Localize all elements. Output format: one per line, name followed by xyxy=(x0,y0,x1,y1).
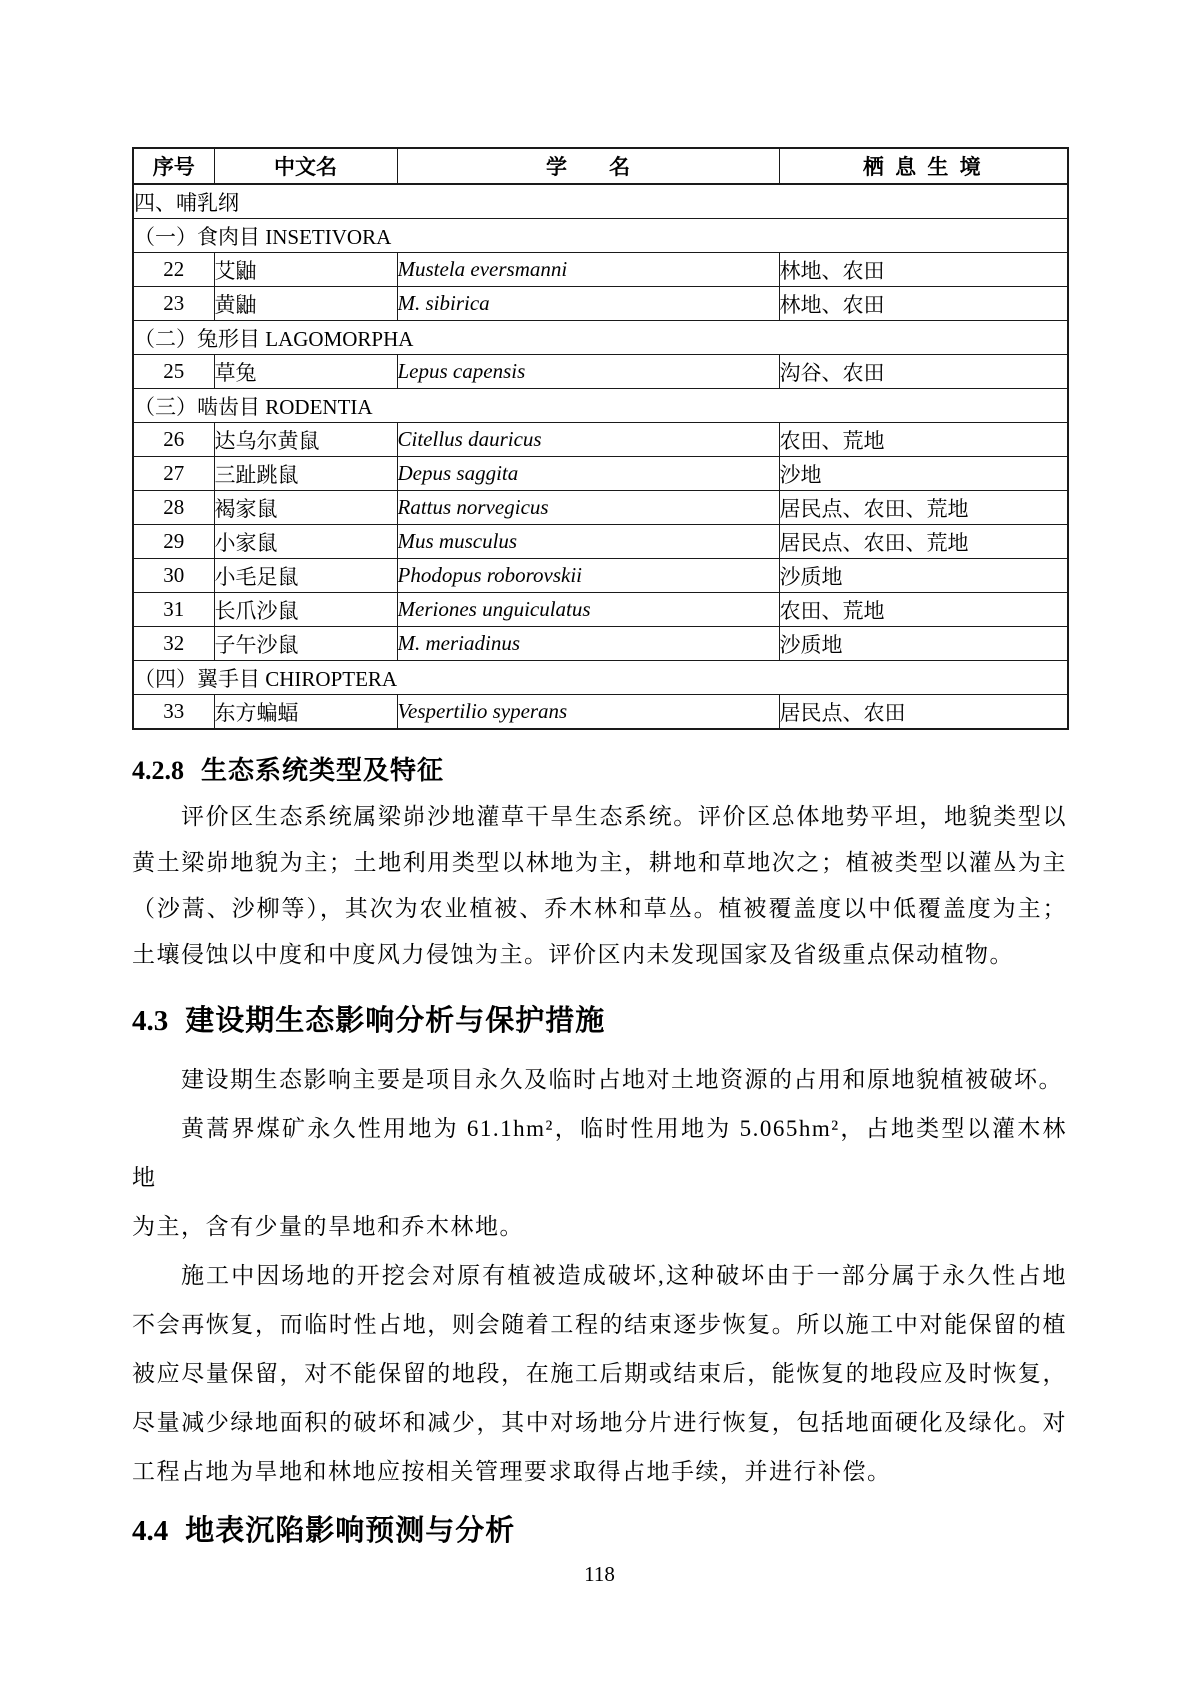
cell-habitat: 沟谷、农田 xyxy=(779,355,1068,389)
section-heading-4-2-8 xyxy=(132,752,1067,789)
table-row xyxy=(133,457,1068,491)
cell-no: 33 xyxy=(133,695,214,730)
cell-habitat: 农田、荒地 xyxy=(779,423,1068,457)
cell-name-cn: 小毛足鼠 xyxy=(214,559,397,593)
cell-name-latin: Depus saggita xyxy=(397,457,779,491)
cell-name-cn: 褐家鼠 xyxy=(214,491,397,525)
paragraph-line: 被应尽量保留，对不能保留的地段，在施工后期或结束后，能恢复的地段应及时恢复， xyxy=(132,1361,1067,1386)
group-label: （四）翼手目 CHIROPTERA xyxy=(133,661,1068,695)
cell-no: 25 xyxy=(133,355,214,389)
section-title: 生态系统类型及特征 xyxy=(201,755,445,785)
table-header-row xyxy=(133,148,1068,184)
cell-habitat: 农田、荒地 xyxy=(779,593,1068,627)
section-number: 4.3 xyxy=(132,1005,169,1037)
table-row xyxy=(133,627,1068,661)
group-label: （一）食肉目 INSETIVORA xyxy=(133,219,1068,253)
cell-name-latin: Rattus norvegicus xyxy=(397,491,779,525)
paragraph-vegetation-recovery xyxy=(132,1251,1067,1496)
cell-no: 31 xyxy=(133,593,214,627)
section-number: 4.2.8 xyxy=(132,756,184,785)
table-row xyxy=(133,695,1068,730)
cell-habitat: 林地、农田 xyxy=(779,287,1068,321)
cell-no: 26 xyxy=(133,423,214,457)
table-row xyxy=(133,559,1068,593)
cell-habitat: 居民点、农田、荒地 xyxy=(779,525,1068,559)
column-header-chinese-name: 中文名 xyxy=(214,148,397,184)
table-group-row xyxy=(133,389,1068,423)
cell-name-latin: Lepus capensis xyxy=(397,355,779,389)
page-number: 118 xyxy=(584,1562,615,1586)
paragraph-line: 土壤侵蚀以中度和中度风力侵蚀为主。评价区内未发现国家及省级重点保动植物。 xyxy=(132,942,1014,967)
cell-name-cn: 黄鼬 xyxy=(214,287,397,321)
paragraph-line: 建设期生态影响主要是项目永久及临时占地对土地资源的占用和原地貌植被破坏。 xyxy=(181,1067,1063,1092)
cell-name-latin: Phodopus roborovskii xyxy=(397,559,779,593)
cell-name-cn: 小家鼠 xyxy=(214,525,397,559)
paragraph-ecosystem xyxy=(132,794,1067,978)
cell-name-latin: Meriones unguiculatus xyxy=(397,593,779,627)
table-row xyxy=(133,525,1068,559)
cell-no: 27 xyxy=(133,457,214,491)
cell-name-latin: M. sibirica xyxy=(397,287,779,321)
cell-no: 32 xyxy=(133,627,214,661)
group-label: （二）兔形目 LAGOMORPHA xyxy=(133,321,1068,355)
group-label: （三）啮齿目 RODENTIA xyxy=(133,389,1068,423)
paragraph-line: 尽量减少绿地面积的破坏和减少，其中对场地分片进行恢复，包括地面硬化及绿化。对 xyxy=(132,1410,1067,1435)
cell-no: 22 xyxy=(133,253,214,287)
paragraph-line: 为主，含有少量的旱地和乔木林地。 xyxy=(132,1214,524,1239)
table-group-row xyxy=(133,184,1068,219)
cell-name-cn: 子午沙鼠 xyxy=(214,627,397,661)
species-table xyxy=(132,147,1069,730)
species-table-body xyxy=(133,184,1068,729)
cell-habitat: 林地、农田 xyxy=(779,253,1068,287)
column-header-scientific-name: 学 名 xyxy=(397,148,779,184)
table-group-row xyxy=(133,321,1068,355)
table-row xyxy=(133,491,1068,525)
page-content xyxy=(132,147,1067,1551)
paragraph-line: 评价区生态系统属梁峁沙地灌草干旱生态系统。评价区总体地势平坦，地貌类型以 xyxy=(181,804,1067,829)
section-heading-4-4 xyxy=(132,1511,1067,1551)
section-title: 建设期生态影响分析与保护措施 xyxy=(185,1005,606,1037)
cell-no: 23 xyxy=(133,287,214,321)
column-header-no: 序号 xyxy=(133,148,214,184)
paragraph-line: （沙蒿、沙柳等），其次为农业植被、乔木林和草丛。植被覆盖度以中低覆盖度为主； xyxy=(132,896,1067,921)
paragraph-land-use xyxy=(132,1104,1067,1251)
paragraph-construction-impact xyxy=(132,1055,1067,1104)
cell-habitat: 沙质地 xyxy=(779,627,1068,661)
section-heading-4-3 xyxy=(132,1001,1067,1041)
cell-name-cn: 艾鼬 xyxy=(214,253,397,287)
cell-no: 28 xyxy=(133,491,214,525)
paragraph-line: 工程占地为旱地和林地应按相关管理要求取得占地手续，并进行补偿。 xyxy=(132,1459,892,1484)
table-group-row xyxy=(133,661,1068,695)
paragraph-line: 黄土梁峁地貌为主；土地利用类型以林地为主，耕地和草地次之；植被类型以灌丛为主 xyxy=(132,850,1067,875)
cell-name-cn: 长爪沙鼠 xyxy=(214,593,397,627)
section-title: 地表沉陷影响预测与分析 xyxy=(185,1515,516,1547)
table-row xyxy=(133,287,1068,321)
cell-name-latin: Citellus dauricus xyxy=(397,423,779,457)
table-group-row xyxy=(133,219,1068,253)
cell-habitat: 沙地 xyxy=(779,457,1068,491)
cell-name-cn: 达乌尔黄鼠 xyxy=(214,423,397,457)
column-header-habitat: 栖 息 生 境 xyxy=(779,148,1068,184)
table-row xyxy=(133,593,1068,627)
cell-no: 29 xyxy=(133,525,214,559)
table-row xyxy=(133,423,1068,457)
cell-name-latin: Mustela eversmanni xyxy=(397,253,779,287)
species-table-header xyxy=(133,148,1068,184)
cell-name-cn: 三趾跳鼠 xyxy=(214,457,397,491)
cell-name-cn: 东方蝙蝠 xyxy=(214,695,397,730)
table-row xyxy=(133,253,1068,287)
section-number: 4.4 xyxy=(132,1515,169,1547)
paragraph-line: 不会再恢复，而临时性占地，则会随着工程的结束逐步恢复。所以施工中对能保留的植 xyxy=(132,1312,1067,1337)
table-row xyxy=(133,355,1068,389)
paragraph-line: 黄蒿界煤矿永久性用地为 61.1hm²，临时性用地为 5.065hm²，占地类型以灌木林地 xyxy=(132,1116,1067,1190)
cell-habitat: 沙质地 xyxy=(779,559,1068,593)
cell-habitat: 居民点、农田、荒地 xyxy=(779,491,1068,525)
cell-name-latin: Vespertilio syperans xyxy=(397,695,779,730)
cell-no: 30 xyxy=(133,559,214,593)
cell-habitat: 居民点、农田 xyxy=(779,695,1068,730)
cell-name-latin: Mus musculus xyxy=(397,525,779,559)
cell-name-cn: 草兔 xyxy=(214,355,397,389)
group-label: 四、哺乳纲 xyxy=(133,184,1068,219)
cell-name-latin: M. meriadinus xyxy=(397,627,779,661)
paragraph-line: 施工中因场地的开挖会对原有植被造成破坏,这种破坏由于一部分属于永久性占地 xyxy=(181,1263,1067,1288)
